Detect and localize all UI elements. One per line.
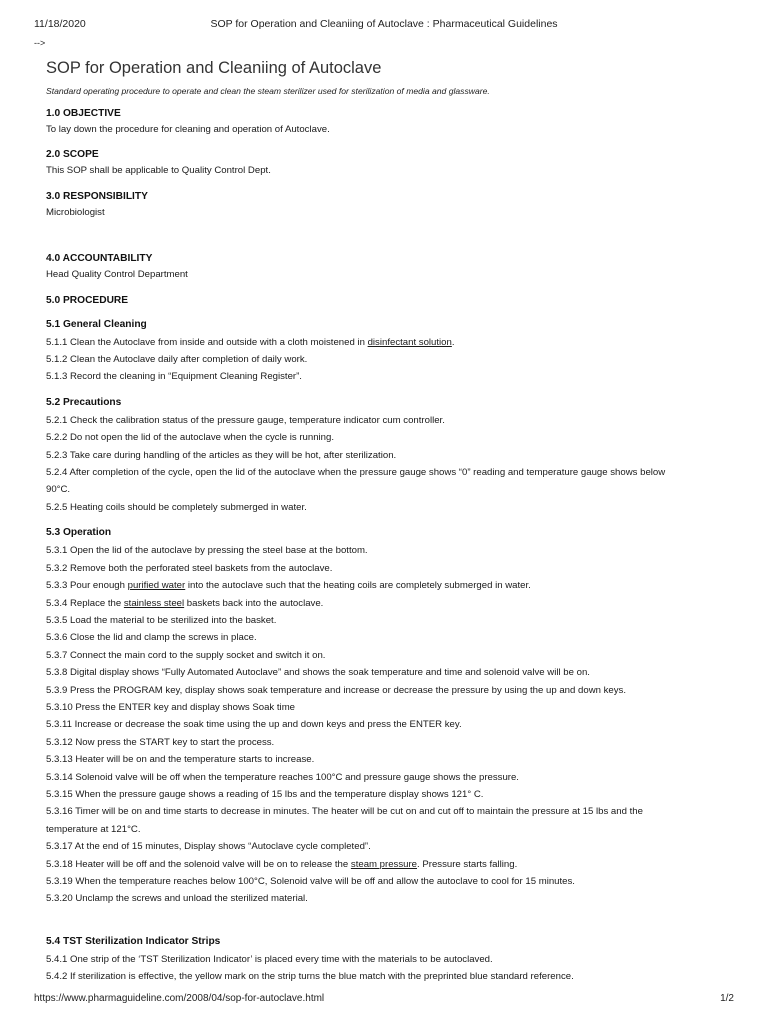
tst-indicator-heading: 5.4 TST Sterilization Indicator Strips: [46, 935, 221, 947]
scope-text: This SOP shall be applicable to Quality Control Dept.: [46, 165, 271, 177]
step-5-3-16-cont: temperature at 121°C.: [46, 823, 141, 835]
step-text: 5.3.3 Pour enough: [46, 580, 128, 592]
objective-text: To lay down the procedure for cleaning and operation of Autoclave.: [46, 124, 330, 135]
disinfectant-solution-link[interactable]: disinfectant solution: [367, 336, 452, 348]
step-5-3-18: [46, 856, 718, 873]
step-text: .: [451, 336, 455, 348]
step-5-3-17: 5.3.17 At the end of 15 minutes, Display shows “Autoclave cycle completed”.: [46, 841, 371, 853]
precautions-heading: 5.2 Precautions: [46, 396, 122, 408]
step-5-3-6: 5.3.6 Close the lid and clamp the screws in place.: [46, 632, 257, 644]
step-5-3-11: 5.3.11 Increase or decrease the soak time using the up and down keys and press the ENTER key.: [46, 719, 462, 731]
purified-water-link[interactable]: purified water: [127, 580, 186, 592]
step-5-3-16: 5.3.16 Timer will be on and time starts to decrease in minutes. The heater will be cut on and cut off to maintain the pressure at 15 lbs and the: [46, 806, 643, 818]
step-5-3-14: 5.3.14 Solenoid valve will be off when the temperature reaches 100°C and pressure gauge shows the pressure.: [46, 771, 519, 783]
document-subtitle: Standard operating procedure to operate and clean the steam sterilizer used for sterilization of media and glassware.: [46, 86, 490, 96]
step-5-2-4: 5.2.4 After completion of the cycle, open the lid of the autoclave when the pressure gauge shows “0” reading and temperature gauge shows below: [46, 467, 666, 479]
step-5-3-5: 5.3.5 Load the material to be sterilized into the basket.: [46, 614, 277, 626]
step-5-3-19: 5.3.19 When the temperature reaches below 100°C, Solenoid valve will be off and allow the autoclave to cool for 15 minutes.: [46, 876, 575, 887]
step-text: into the autoclave such that the heating coils are completely submerged in water.: [185, 580, 531, 592]
step-5-3-1: 5.3.1 Open the lid of the autoclave by pressing the steel base at the bottom.: [46, 545, 368, 557]
print-page-number: 1/2: [720, 993, 734, 1004]
step-5-1-3: 5.1.3 Record the cleaning in “Equipment Cleaning Register”.: [46, 371, 302, 383]
step-5-2-5: 5.2.5 Heating coils should be completely submerged in water.: [46, 501, 307, 513]
step-5-3-3: [46, 577, 718, 594]
step-5-3-8: 5.3.8 Digital display shows “Fully Automated Autoclave” and shows the soak temperature and time and solenoid valve will be on.: [46, 667, 590, 679]
operation-heading: 5.3 Operation: [46, 527, 112, 539]
step-5-3-4: [46, 595, 718, 612]
step-5-3-7: 5.3.7 Connect the main cord to the supply socket and switch it on.: [46, 649, 326, 661]
step-5-1-2: 5.1.2 Clean the Autoclave daily after completion of daily work.: [46, 354, 308, 366]
step-text: 5.3.18 Heater will be off and the solenoid valve will be on to release the: [46, 858, 351, 870]
step-text: 5.1.1 Clean the Autoclave from inside and outside with a cloth moistened in: [46, 336, 368, 348]
step-5-2-2: 5.2.2 Do not open the lid of the autoclave when the cycle is running.: [46, 432, 334, 444]
scope-heading: 2.0 SCOPE: [46, 149, 99, 161]
stainless-steel-link[interactable]: stainless steel: [123, 597, 185, 609]
responsibility-text: Microbiologist: [46, 206, 105, 218]
step-5-3-15: 5.3.15 When the pressure gauge shows a reading of 15 lbs and the temperature display shows 121° C.: [46, 788, 484, 800]
step-5-3-13: 5.3.13 Heater will be on and the temperature starts to increase.: [46, 754, 315, 766]
step-5-2-1: 5.2.1 Check the calibration status of the pressure gauge, temperature indicator cum controller.: [46, 414, 445, 426]
objective-heading: 1.0 OBJECTIVE: [46, 108, 121, 119]
steam-pressure-link[interactable]: steam pressure: [350, 858, 418, 870]
step-5-1-1: [46, 334, 718, 351]
general-cleaning-heading: 5.1 General Cleaning: [46, 318, 147, 330]
document-body: [46, 58, 718, 986]
responsibility-heading: 3.0 RESPONSIBILITY: [46, 190, 148, 202]
step-5-3-9: 5.3.9 Press the PROGRAM key, display shows soak temperature and increase or decrease the pressure by using the up and down keys.: [46, 684, 627, 696]
print-date: 11/18/2020: [34, 18, 86, 30]
step-5-3-2: 5.3.2 Remove both the perforated steel baskets from the autoclave.: [46, 562, 333, 574]
print-footer-url: https://www.pharmaguideline.com/2008/04/sop-for-autoclave.html: [34, 993, 325, 1004]
procedure-heading: 5.0 PROCEDURE: [46, 294, 129, 306]
accountability-text: Head Quality Control Department: [46, 269, 188, 281]
comment-arrow: -->: [34, 38, 46, 48]
step-5-4-2: 5.4.2 If sterilization is effective, the yellow mark on the strip turns the blue match with the preprinted blue standard reference.: [46, 971, 574, 983]
document-title: SOP for Operation and Cleaniing of Autoclave: [46, 59, 382, 77]
step-text: baskets back into the autoclave.: [184, 597, 324, 609]
step-5-3-10: 5.3.10 Press the ENTER key and display shows Soak time: [46, 701, 296, 713]
step-5-3-20: 5.3.20 Unclamp the screws and unload the sterilized material.: [46, 893, 308, 905]
step-5-2-3: 5.2.3 Take care during handling of the articles as they will be hot, after sterilization.: [46, 449, 397, 461]
step-text: 5.3.4 Replace the: [46, 597, 124, 609]
step-5-3-12: 5.3.12 Now press the START key to start the process.: [46, 736, 275, 748]
accountability-heading: 4.0 ACCOUNTABILITY: [46, 253, 153, 265]
print-page-title: SOP for Operation and Cleaniing of Autoclave : Pharmaceutical Guidelines: [210, 18, 558, 30]
step-5-4-1: 5.4.1 One strip of the ‘TST Sterilization Indicator’ is placed every time with the materials to be autoclaved.: [46, 953, 493, 965]
step-5-2-4-cont: 90°C.: [46, 484, 71, 496]
step-text: . Pressure starts falling.: [417, 858, 518, 870]
